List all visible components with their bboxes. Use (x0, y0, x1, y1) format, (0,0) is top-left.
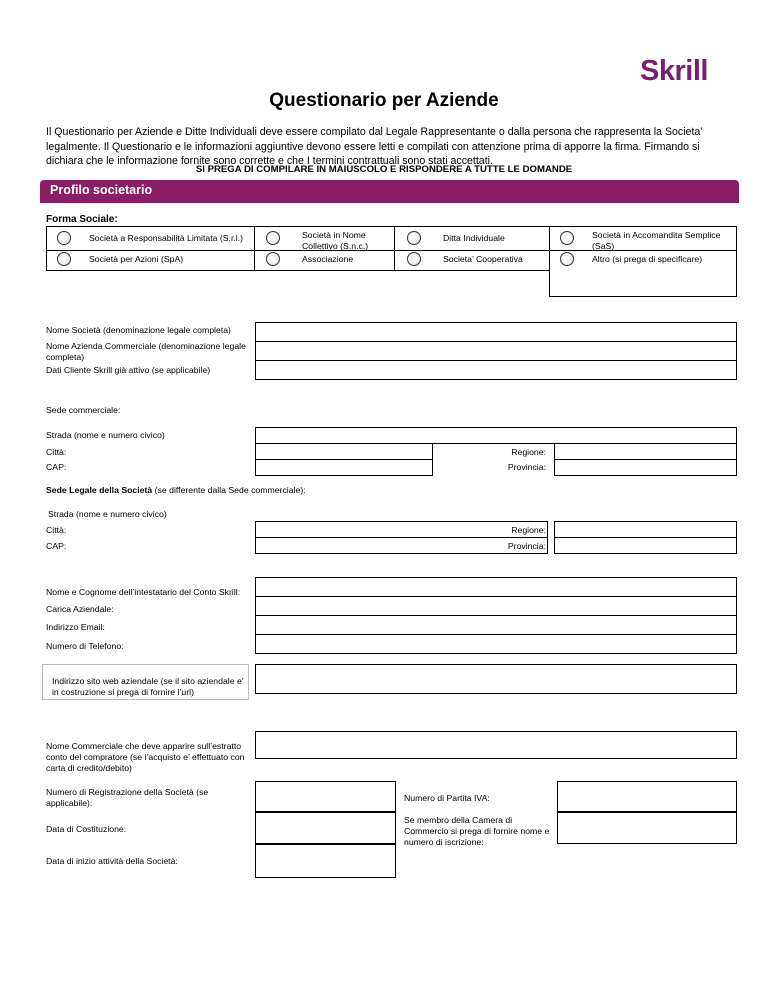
nome-commerciale-field[interactable] (255, 731, 737, 759)
sc-regione-field[interactable] (554, 443, 737, 460)
sc-strada-label: Strada (nome e numero civico) (46, 430, 165, 440)
email-label: Indirizzo Email: (46, 622, 105, 632)
row-divider (46, 270, 554, 271)
intestatario-field[interactable] (255, 577, 737, 597)
data-costituzione-label: Data di Costituzione: (46, 824, 127, 834)
dati-cliente-label: Dati Cliente Skrill già attivo (se applicabile) (46, 365, 211, 375)
option-snc-label: Società in Nome Collettivo (S.n.c.) (302, 230, 369, 251)
sede-commerciale-title-text: Sede commerciale: (46, 405, 121, 415)
sc-strada-field[interactable] (255, 427, 737, 444)
option-associazione-label: Associazione (302, 254, 354, 264)
carica-label: Carica Aziendale: (46, 604, 114, 614)
sc-citta-label: Città: (46, 447, 67, 457)
radio-altro[interactable] (560, 252, 574, 266)
sc-provincia-field[interactable] (554, 459, 737, 476)
sede-legale-title-bold: Sede Legale della Società (46, 485, 153, 495)
sede-legale-title-rest: (se differente dalla Sede commerciale): (152, 485, 306, 495)
section-divider (40, 201, 739, 203)
sl-regione-label: Regione: (511, 525, 546, 535)
nome-commerciale-label: Nome Commerciale che deve apparire sull’estratto conto del compratore (se l’acquisto e’ effettuato con carta di credito/debito) (46, 741, 245, 773)
instruction-text: SI PREGA DI COMPILARE IN MAIUSCOLO E RISPONDERE A TUTTE LE DOMANDE (195, 164, 573, 175)
telefono-field[interactable] (255, 634, 737, 654)
nome-azienda-field[interactable] (255, 341, 737, 361)
data-inizio-field[interactable] (255, 844, 396, 878)
option-altro-label: Altro (si prega di specificare) (592, 254, 703, 264)
page-title: Questionario per Aziende (269, 90, 499, 111)
sc-cap-field[interactable] (255, 459, 433, 476)
camera-commercio-field[interactable] (557, 812, 737, 844)
sede-commerciale-title (46, 405, 120, 416)
sl-provincia-label: Provincia: (507, 541, 546, 551)
radio-cooperativa[interactable] (407, 252, 421, 266)
email-field[interactable] (255, 615, 737, 635)
sl-citta-label: Città: (46, 525, 67, 535)
nome-societa-field[interactable] (255, 322, 737, 342)
sl-regione-field[interactable] (554, 521, 737, 538)
forma-sociale-label: Forma Sociale: (46, 214, 118, 225)
radio-sas[interactable] (560, 231, 574, 245)
skrill-logo: Skrill (640, 55, 708, 87)
numero-registrazione-field[interactable] (255, 781, 396, 812)
data-costituzione-field[interactable] (255, 812, 396, 844)
col-divider (254, 226, 255, 271)
sc-regione-label: Regione: (511, 447, 546, 457)
partita-iva-field[interactable] (557, 781, 737, 812)
telefono-label: Numero di Telefono: (46, 641, 124, 651)
numero-registrazione-label: Numero di Registrazione della Società (se applicabile): (46, 787, 209, 808)
sc-citta-field[interactable] (255, 443, 433, 460)
option-ditta-label: Ditta Individuale (443, 233, 505, 243)
option-spa-label: Società per Azioni (SpA) (89, 254, 184, 264)
nome-societa-label: Nome Società (denominazione legale completa) (46, 325, 231, 335)
radio-snc[interactable] (266, 231, 280, 245)
radio-srl[interactable] (57, 231, 71, 245)
nome-azienda-label: Nome Azienda Commerciale (denominazione legale completa) (46, 341, 246, 362)
carica-field[interactable] (255, 596, 737, 616)
option-sas-label: Società in Accomandita Semplice (SaS) (592, 230, 721, 251)
sl-provincia-field[interactable] (554, 537, 737, 554)
dati-cliente-field[interactable] (255, 360, 737, 380)
sede-legale-title (46, 485, 306, 496)
radio-ditta-individuale[interactable] (407, 231, 421, 245)
sl-cap-label: CAP: (46, 541, 67, 551)
sito-label: Indirizzo sito web aziendale (se il sito aziendale e’ in costruzione si prega di fornire l’url) (52, 676, 244, 697)
sc-provincia-label: Provincia: (507, 462, 546, 472)
sl-strada-label: Strada (nome e numero civico) (48, 509, 167, 519)
sito-field[interactable] (255, 664, 737, 694)
camera-commercio-label: Se membro della Camera di Commercio si prega di fornire nome e numero di iscrizione: (404, 815, 550, 847)
radio-spa[interactable] (57, 252, 71, 266)
radio-associazione[interactable] (266, 252, 280, 266)
option-cooperativa-label: Societa’ Cooperativa (443, 254, 523, 264)
partita-iva-label: Numero di Partita IVA: (404, 793, 490, 803)
data-inizio-label: Data di inizio attività della Società: (46, 856, 178, 866)
option-srl-label: Società a Responsabilità Limitata (S.r.l.) (89, 233, 244, 243)
sc-cap-label: CAP: (46, 462, 67, 472)
intestatario-label: Nome e Cognome dell’intestatario del Conto Skrill: (46, 587, 241, 597)
section-title: Profilo societario (50, 183, 153, 197)
intro-text: Il Questionario per Aziende e Ditte Individuali deve essere compilato dal Legale Rappresentante o dalla persona che rappresenta la Societa’ legalmente. Il Questionario e le informazioni aggiuntive devono essere letti e compilati con attenzione prima di apporre la firma. Firmando si dichiara che le informazione fornite sono corrette e che I termini contrattuali sono stati accettati. (46, 126, 703, 167)
